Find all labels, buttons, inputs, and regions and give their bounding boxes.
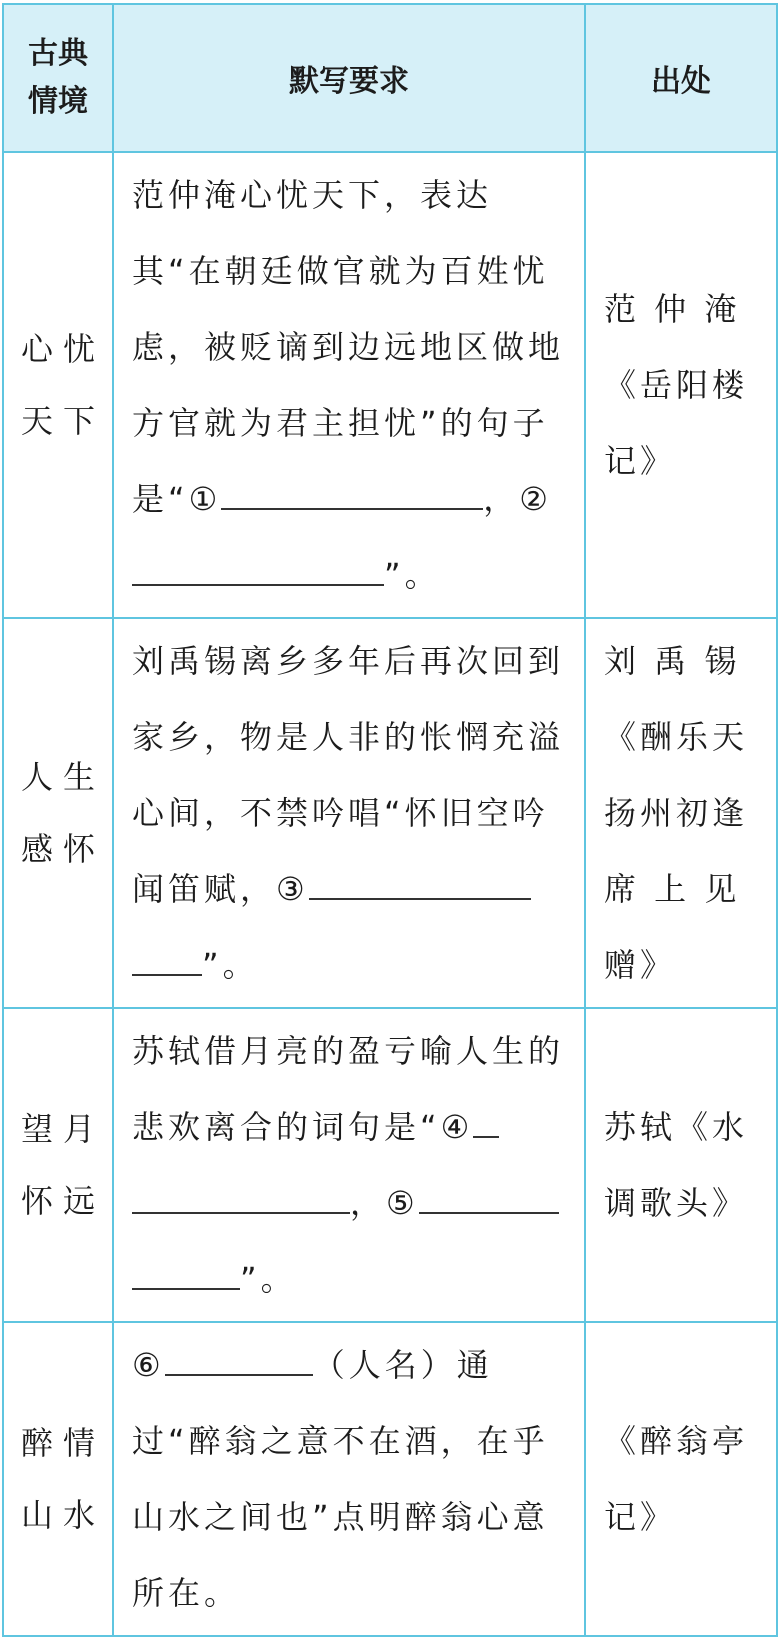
answer-blank-5-cont[interactable] [132,1258,240,1290]
header-source: 出处 [585,4,777,152]
header-context-line1: 古典 [28,36,88,71]
blank-number-5: ⑤ [386,1184,419,1222]
table-row [3,1008,777,1322]
context-line: 山水 [20,1496,105,1534]
source-line: 扬州初逢 [604,794,749,832]
context-line: 望月 [20,1110,105,1148]
context-line: 醉情 [20,1424,105,1462]
blank-number-2: ② [519,480,552,518]
source-cell [585,152,777,618]
requirement-cell [113,152,585,618]
blank-number-1: ① [188,480,222,518]
context-line: 感怀 [20,830,105,868]
blank-number-4: ④ [440,1108,474,1146]
table-row [3,1322,777,1636]
source-line: 记》 [604,1498,677,1536]
context-cell [3,618,113,1008]
requirement-text: 刘禹锡离乡多年后再次回到家乡，物是人非的怅惘充溢心间，不禁吟唱“怀旧空吟闻笛赋， [132,642,565,908]
header-context-line2: 情境 [28,84,88,119]
table-header-row [3,4,777,152]
context-line: 怀远 [20,1182,105,1220]
answer-blank-4[interactable] [473,1106,499,1138]
source-line: 调歌头》 [604,1184,749,1222]
context-line: 人生 [20,758,105,796]
answer-blank-5[interactable] [419,1182,559,1214]
source-line: 《酬乐天 [604,718,749,756]
requirement-text: 苏轼借月亮的盈亏喻人生的悲欢离合的词句是“ [132,1032,565,1146]
answer-blank-6[interactable] [165,1344,313,1376]
source-line: 《岳阳楼 [604,366,749,404]
header-context [3,4,113,152]
requirement-text: ， [483,480,520,518]
requirement-cell [113,618,585,1008]
source-line: 赠》 [604,946,677,984]
source-cell [585,1008,777,1322]
context-cell [3,1008,113,1322]
context-cell [3,152,113,618]
requirement-text: 范仲淹心忧天下，表达其“在朝廷做官就为百姓忧虑，被贬谪到边远地区做地方官就为君主担忧”的句子是“ [132,176,565,518]
table-row [3,618,777,1008]
answer-blank-2[interactable] [132,554,384,586]
source-line: 席 上 见 [604,870,741,908]
context-line: 天下 [20,402,105,440]
context-cell [3,1322,113,1636]
answer-blank-4-cont[interactable] [132,1182,350,1214]
header-requirement: 默写要求 [113,4,585,152]
blank-number-3: ③ [276,870,309,908]
table-row [3,152,777,618]
requirement-cell [113,1008,585,1322]
source-line: 范 仲 淹 [604,290,741,328]
answer-blank-1[interactable] [221,478,483,510]
requirement-text: ”。 [202,946,259,984]
answer-blank-3[interactable] [309,868,531,900]
poetry-table [2,3,778,1637]
answer-blank-3-cont[interactable] [132,944,202,976]
requirement-text: ”。 [240,1260,297,1298]
requirement-text: ， [350,1184,387,1222]
requirement-cell [113,1322,585,1636]
source-line: 刘 禹 锡 [604,642,741,680]
source-line: 苏轼《水 [604,1108,749,1146]
source-cell [585,618,777,1008]
requirement-text: ”。 [384,556,441,594]
source-line: 记》 [604,442,677,480]
source-line: 《醉翁亭 [604,1422,749,1460]
context-line: 心忧 [20,330,105,368]
blank-number-6: ⑥ [132,1346,165,1384]
requirement-text: （人名）通过“醉翁之意不在酒，在乎山水之间也”点明醉翁心意所在。 [132,1346,549,1612]
source-cell [585,1322,777,1636]
